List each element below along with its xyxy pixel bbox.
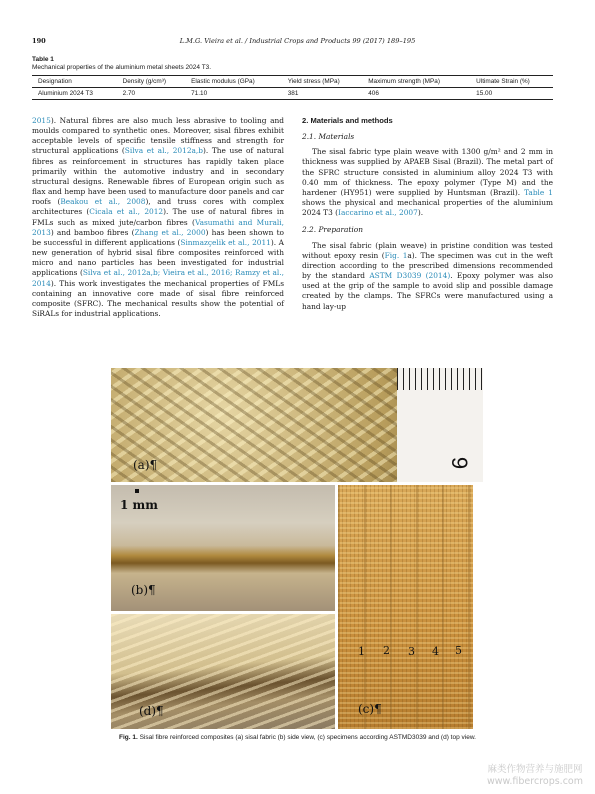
table-label: Table 1	[32, 56, 54, 63]
materials-paragraph	[302, 147, 553, 218]
body-text: ). The use of natural fibres as reinforcement in structures has rapidly taken place primarily within the automotive industry and in secondary structural designs. Renewable fibres of European origin such as flax and hemp have been used to manufacture door panels and car roofs (	[32, 146, 284, 207]
col-elastic-modulus: Elastic modulus (GPa)	[191, 78, 255, 85]
table-header-row	[32, 76, 553, 88]
body-text: shows the physical and mechanical properties of the aluminium 2024 T3 (	[302, 198, 553, 218]
properties-table	[32, 75, 553, 100]
panel-label-d: (d)¶	[139, 704, 164, 718]
citation-link[interactable]: Beakou et al., 2008	[60, 197, 146, 207]
specimen-number: 3	[408, 645, 415, 658]
body-text: The sisal fabric type plain weave with 1300 g/m² and 2 mm in thickness was supplied by APAEB Sisal (Brazil). The metal part of the SFRC structure consisted in aluminium alloy 2024 T3 with 0.40 mm of thickness. The epoxy polymer (Type M) and the hardener (HY951) were supplied by Huntsman (Brazil).	[302, 147, 553, 197]
body-text: ) has been shown to be successful in different applications (	[32, 227, 284, 247]
right-column	[302, 116, 553, 312]
body-text: ). Natural fibres are also much less abrasive to tooling and moulds compared to synthetic ones. Moreover, sisal fibres exhibit acceptable levels of specific tensile stiffness and strength for structural applications (	[32, 116, 284, 156]
table-caption-text: Mechanical properties of the aluminium metal sheets 2024 T3.	[32, 64, 212, 71]
body-text: ). This work investigates the mechanical properties of FMLs containing an innovative core made of sisal fibre reinforced composite (SFRC). The mechanical results show the potential of SiRALs for industrial applications.	[32, 278, 284, 318]
scale-bar-label: 1 mm	[120, 498, 158, 512]
subsection-heading-preparation: 2.2. Preparation	[302, 225, 363, 235]
page-number: 190	[32, 37, 46, 45]
panel-label-c: (c)¶	[358, 702, 382, 716]
body-text: ), and truss cores with complex architectures (	[32, 197, 284, 217]
cell-ultimate-strain: 15.00	[476, 90, 493, 97]
citation-link[interactable]: Cicala et al., 2012	[89, 207, 164, 217]
panel-label-a: (a)¶	[133, 458, 158, 472]
citation-link[interactable]: Zhang et al., 2000	[134, 227, 206, 237]
col-designation: Designation	[38, 78, 72, 85]
intro-paragraph	[32, 116, 284, 319]
body-text: The sisal fabric (plain weave) in pristine condition was tested without epoxy resin (	[302, 240, 553, 260]
sisal-fabric-photo	[111, 368, 483, 482]
figure-caption-label: Fig. 1.	[119, 734, 138, 741]
figure-reference-link[interactable]: Fig. 1	[384, 250, 408, 260]
section-heading: 2. Materials and methods	[302, 116, 393, 125]
specimen-number: 2	[383, 644, 390, 657]
top-view-photo	[111, 614, 335, 729]
specimen-number: 5	[455, 644, 462, 657]
body-text: ). The use of natural fibres in FMLs such as mixed jute/carbon fibres (	[32, 207, 284, 227]
table-row	[32, 88, 553, 100]
col-density: Density (g/cm³)	[122, 78, 166, 85]
figure-caption	[32, 734, 563, 741]
cell-yield-stress: 381	[287, 90, 299, 97]
citation-link[interactable]: Silva et al., 2012a,b; Vieira et al., 2016; Ramzy et al., 2014	[32, 268, 284, 288]
body-text: ).	[417, 208, 424, 218]
citation-link[interactable]: Sinmazçelik et al., 2011	[180, 237, 271, 247]
cell-density: 2.70	[122, 90, 136, 97]
left-column	[32, 116, 284, 319]
watermark-line-1: 麻类作物营养与施肥网	[487, 764, 583, 775]
page-header	[32, 37, 563, 49]
running-title: L.M.G. Vieira et al. / Industrial Crops and Products 99 (2017) 189–195	[179, 37, 416, 45]
figure-caption-text: Sisal fibre reinforced composites (a) sisal fabric (b) side view, (c) specimens according ASTMD3039 and (d) top view.	[139, 734, 476, 741]
body-text: . Epoxy polymer was also used at the grip of the sample to avoid slip and possible damage created by the clamps. The SFRCs were manufactured using a hand lay-up	[302, 271, 553, 311]
citation-link[interactable]: Vasumathi and Murali, 2013	[32, 217, 284, 237]
table-caption	[32, 56, 211, 72]
col-max-strength: Maximum strength (MPa)	[368, 78, 440, 85]
cell-max-strength: 406	[368, 90, 379, 97]
citation-link[interactable]: Iaccarino et al., 2007	[338, 208, 418, 218]
scale-bar-mark	[135, 489, 139, 493]
table-reference-link[interactable]: Table 1	[524, 187, 553, 197]
preparation-paragraph	[302, 241, 553, 312]
specimen-number: 4	[432, 645, 439, 658]
ruler-number: 9	[446, 456, 472, 470]
watermark	[487, 764, 583, 788]
subsection-heading-materials: 2.1. Materials	[302, 132, 355, 142]
body-text: ). A new generation of hybrid sisal fibre composites reinforced with micro and nano particles has been investigated for industrial applications (	[32, 237, 284, 278]
col-yield-stress: Yield stress (MPa)	[287, 78, 340, 85]
citation-link[interactable]: Silva et al., 2012a,b	[124, 146, 204, 156]
citation-link[interactable]: 2015	[32, 116, 51, 125]
specimens-photo	[338, 485, 473, 729]
cell-designation: Aluminium 2024 T3	[38, 90, 93, 97]
cell-elastic-modulus: 71.10	[191, 90, 208, 97]
citation-link[interactable]: ASTM D3039 (2014)	[369, 271, 451, 281]
panel-label-b: (b)¶	[131, 583, 156, 597]
col-ultimate-strain: Ultimate Strain (%)	[476, 78, 530, 85]
watermark-line-2: www.fibercrops.com	[486, 776, 583, 787]
body-text: a). The specimen was cut in the weft direction according to the prescribed dimensions recommended by the standard	[302, 250, 553, 281]
body-text: ) and bamboo fibres (	[50, 227, 135, 237]
specimen-number: 1	[358, 645, 365, 658]
